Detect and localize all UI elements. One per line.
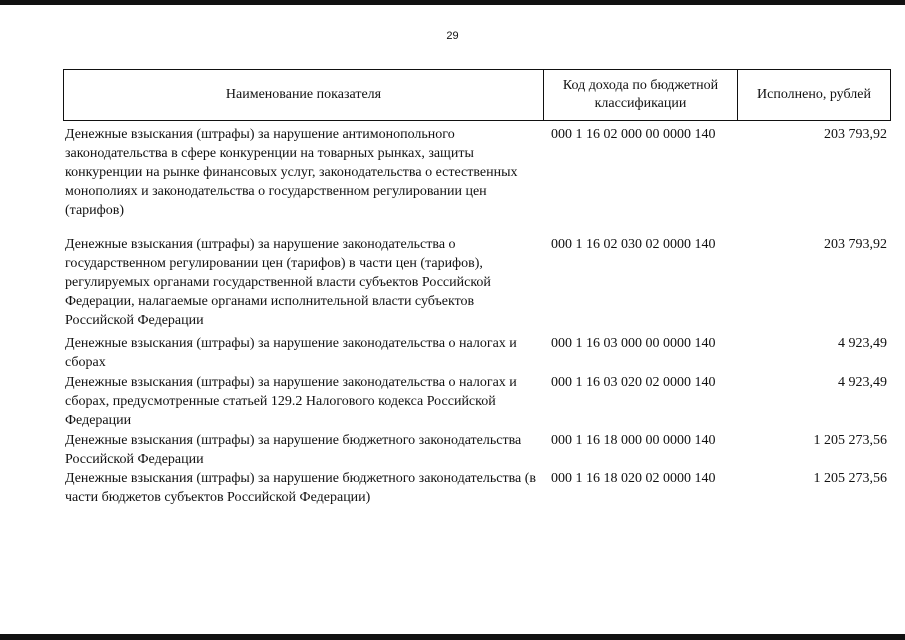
- table-row: [63, 125, 891, 235]
- page-number: 29: [446, 30, 459, 42]
- row-amount: 4 923,49: [838, 336, 887, 351]
- header-executed: Исполнено, рублей: [757, 87, 871, 102]
- row-code: 000 1 16 18 020 02 0000 140: [551, 471, 716, 486]
- header-name: Наименование показателя: [64, 70, 544, 120]
- row-name: Денежные взыскания (штрафы) за нарушение антимонопольного законодательства в сфере конкуренции на товарных рынках, защиты конкуренции на рынке финансовых услуг, законодательства о естественных монополиях и законодательства о государственном регулировании цен (тарифов): [65, 127, 518, 218]
- row-code: 000 1 16 03 020 02 0000 140: [551, 375, 716, 390]
- row-name: Денежные взыскания (штрафы) за нарушение законодательства о налогах и сборах: [65, 336, 517, 370]
- table-row: [63, 235, 891, 334]
- row-amount: 4 923,49: [838, 375, 887, 390]
- row-code: 000 1 16 02 030 02 0000 140: [551, 237, 716, 252]
- table-header: [63, 69, 891, 121]
- table-row: [63, 431, 891, 469]
- row-code: 000 1 16 03 000 00 0000 140: [551, 336, 716, 351]
- table-row: [63, 469, 891, 509]
- row-name: Денежные взыскания (штрафы) за нарушение бюджетного законодательства Российской Федерации: [65, 433, 522, 467]
- income-table: [63, 69, 891, 509]
- row-name: Денежные взыскания (штрафы) за нарушение бюджетного законодательства (в части бюджетов субъектов Российской Федерации): [65, 471, 537, 505]
- row-code: 000 1 16 18 000 00 0000 140: [551, 433, 716, 448]
- table-row: [63, 334, 891, 373]
- bottom-border: [0, 634, 905, 640]
- row-name: Денежные взыскания (штрафы) за нарушение законодательства о государственном регулировании цен (тарифов) в части цен (тарифов), регулируемых органами государственной власти субъектов Российской Федерации, налагаемые органами исполнительной власти субъектов Российской Федерации: [65, 237, 491, 328]
- row-code: 000 1 16 02 000 00 0000 140: [551, 127, 716, 142]
- row-name: Денежные взыскания (штрафы) за нарушение законодательства о налогах и сборах, предусмотренные статьей 129.2 Налогового кодекса Российской Федерации: [65, 375, 517, 428]
- header-code: Код дохода по бюджетной классификации: [544, 70, 738, 120]
- row-amount: 1 205 273,56: [813, 471, 887, 486]
- row-amount: 203 793,92: [824, 237, 887, 252]
- table-row: [63, 373, 891, 431]
- row-amount: 1 205 273,56: [813, 433, 887, 448]
- row-amount: 203 793,92: [824, 127, 887, 142]
- top-border: [0, 0, 905, 5]
